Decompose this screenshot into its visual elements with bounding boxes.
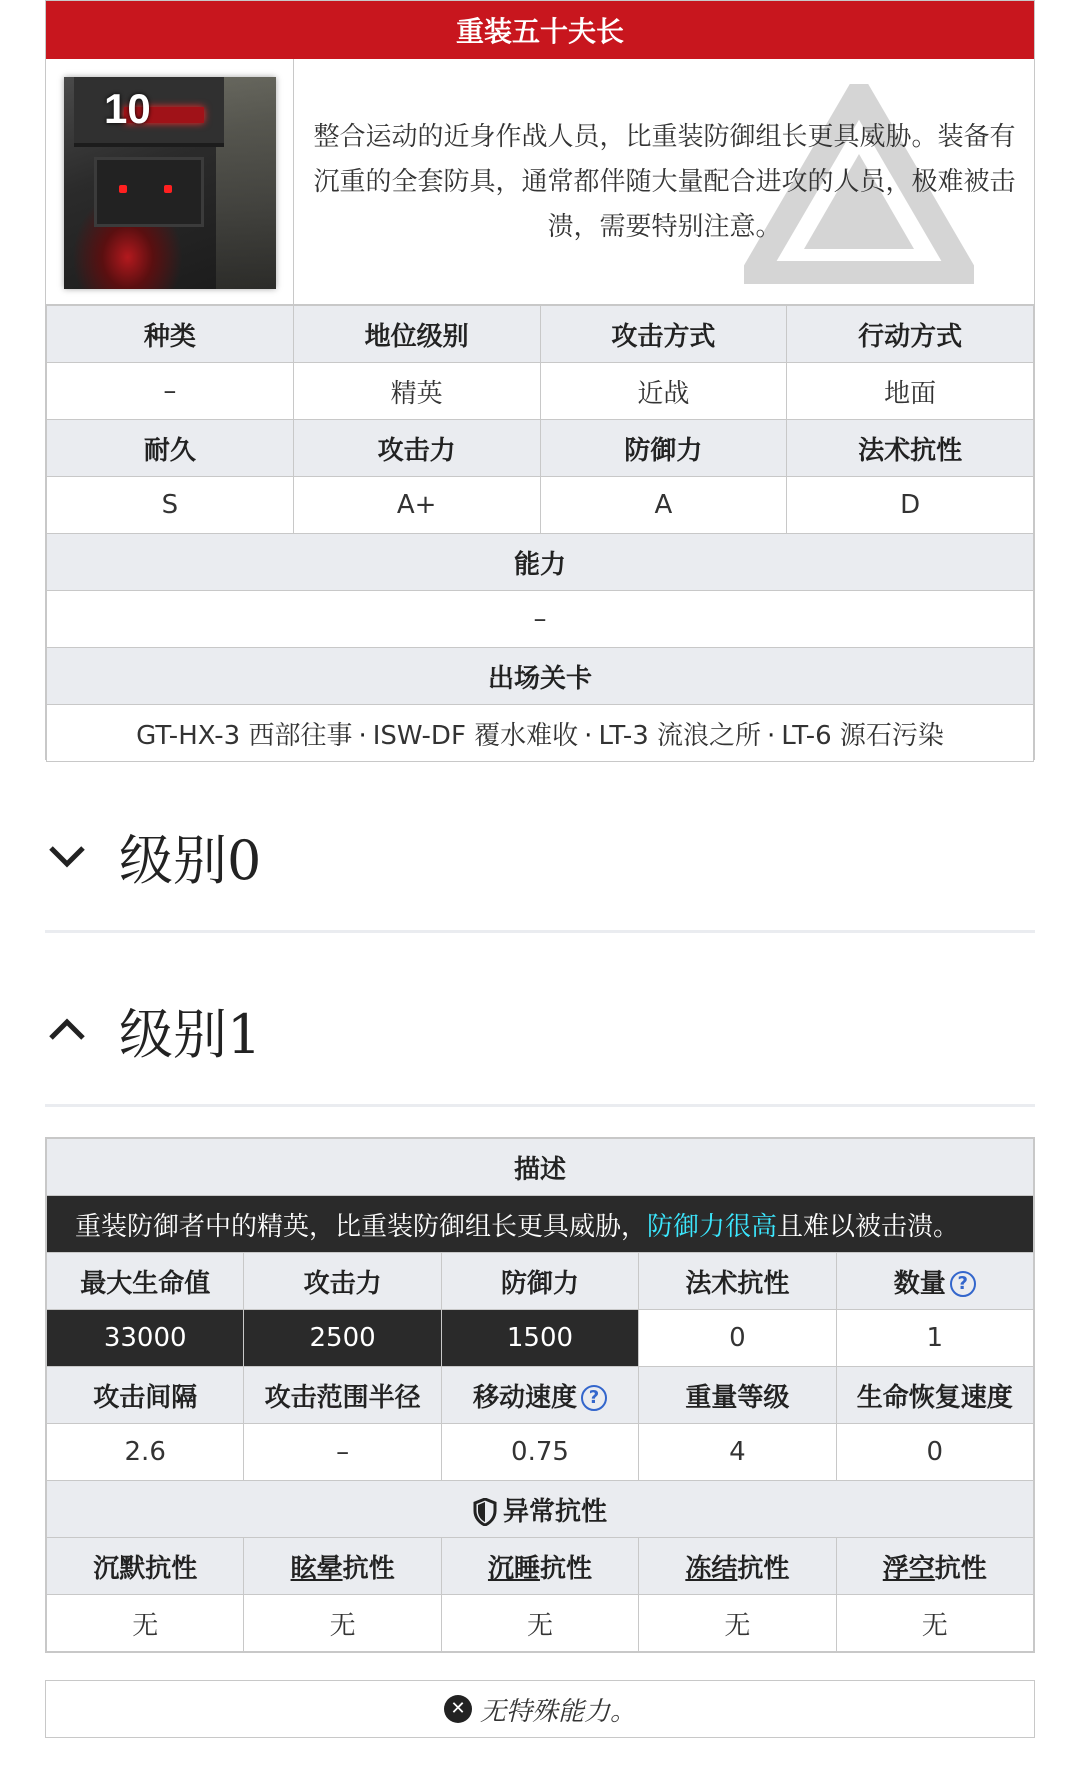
attr-value-row-2	[47, 477, 1034, 534]
enemy-portrait[interactable]	[64, 77, 276, 289]
stats-header-row-2	[47, 1367, 1034, 1424]
stat-header-move-speed-label: 移动速度	[472, 1382, 577, 1413]
chevron-down-icon	[45, 834, 89, 878]
chevron-up-icon	[45, 1008, 89, 1052]
stage-link[interactable]: ISW-DF 覆水难收	[372, 720, 579, 751]
resist-type-row	[47, 1538, 1034, 1595]
resist-silence	[47, 1538, 244, 1595]
stage-link[interactable]: LT-6 源石污染	[781, 720, 944, 751]
stat-header-range: 攻击范围半径	[244, 1367, 441, 1424]
attr-value-type: –	[47, 363, 294, 420]
resist-value: 无	[639, 1595, 836, 1652]
section-level0-toggle[interactable]	[45, 806, 1035, 906]
attr-value-endurance: S	[47, 477, 294, 534]
desc-text: 且难以被击溃。	[777, 1211, 960, 1242]
resist-silence-label: 沉默抗性	[93, 1553, 198, 1584]
attr-value-attack-type: 近战	[540, 363, 787, 420]
resist-header-label: 异常抗性	[502, 1496, 607, 1527]
special-ability-note	[45, 1680, 1035, 1738]
enemy-info-card	[45, 0, 1035, 760]
stage-separator: ·	[358, 720, 367, 751]
level1-stats-card	[45, 1137, 1035, 1653]
stat-header-count	[836, 1253, 1033, 1310]
portrait-light	[119, 185, 127, 193]
stats-value-row-2	[47, 1424, 1034, 1481]
stat-header-hp-regen: 生命恢复速度	[836, 1367, 1033, 1424]
resist-suffix: 抗性	[934, 1553, 987, 1584]
section-level0-label: 级别0	[119, 828, 262, 892]
x-circle-icon: ✕	[444, 1695, 472, 1723]
attr-header-resistance: 法术抗性	[787, 420, 1034, 477]
stage-separator: ·	[767, 720, 776, 751]
attr-header-rank: 地位级别	[293, 306, 540, 363]
shield-icon	[473, 1498, 497, 1526]
portrait-background	[216, 77, 276, 289]
ability-header-row	[47, 534, 1034, 591]
enemy-intro-row	[46, 59, 1034, 305]
section-level1-toggle[interactable]	[45, 980, 1035, 1080]
stage-link[interactable]: LT-3 流浪之所	[598, 720, 762, 751]
enemy-description: 整合运动的近身作战人员，比重装防御组长更具威胁。装备有沉重的全套防具，通常都伴随大量配合进攻的人员，极难被击溃，需要特别注意。	[313, 121, 1016, 242]
resist-freeze-link[interactable]: 冻结	[685, 1553, 738, 1584]
resist-suffix: 抗性	[539, 1553, 592, 1584]
attr-header-attack-type: 攻击方式	[540, 306, 787, 363]
section-divider	[45, 1104, 1035, 1107]
stat-value-count: 1	[836, 1310, 1033, 1367]
attr-header-defense: 防御力	[540, 420, 787, 477]
resist-value: 无	[244, 1595, 441, 1652]
stages-list	[47, 705, 1034, 762]
resist-levitate-link[interactable]: 浮空	[882, 1553, 935, 1584]
stats-header-row-1	[47, 1253, 1034, 1310]
special-ability-text: 无特殊能力。	[479, 1696, 636, 1727]
portrait-armor-plate	[94, 157, 204, 227]
enemy-description-cell	[295, 59, 1034, 305]
desc-text: 重装防御者中的精英，比重装防御组长更具威胁，	[75, 1211, 648, 1242]
stat-value-range: –	[244, 1424, 441, 1481]
portrait-light	[164, 185, 172, 193]
stat-value-atk: 2500	[244, 1310, 441, 1367]
stage-link[interactable]: GT-HX-3 西部往事	[136, 720, 353, 751]
resist-stun-link[interactable]: 眩晕	[290, 1553, 343, 1584]
help-icon[interactable]: ?	[581, 1385, 607, 1411]
level1-stats-table	[46, 1138, 1034, 1652]
stat-header-atk: 攻击力	[244, 1253, 441, 1310]
attr-value-rank: 精英	[293, 363, 540, 420]
stat-header-def: 防御力	[441, 1253, 638, 1310]
attr-value-row-1	[47, 363, 1034, 420]
portrait-cell	[46, 59, 294, 305]
attr-value-attack: A+	[293, 477, 540, 534]
stage-separator: ·	[584, 720, 593, 751]
attr-value-resistance: D	[787, 477, 1034, 534]
stages-row	[47, 705, 1034, 762]
enemy-level-badge: 10	[104, 85, 151, 132]
attr-header-row-1	[47, 306, 1034, 363]
stat-value-move-speed: 0.75	[441, 1424, 638, 1481]
resist-header	[47, 1481, 1034, 1538]
stat-value-hp-regen: 0	[836, 1424, 1033, 1481]
enemy-attributes-table	[46, 305, 1034, 762]
enemy-name-title: 重装五十夫长	[46, 1, 1034, 59]
resist-value: 无	[441, 1595, 638, 1652]
resist-stun	[244, 1538, 441, 1595]
desc-row	[47, 1196, 1034, 1253]
stages-header: 出场关卡	[47, 648, 1034, 705]
section-divider	[45, 930, 1035, 933]
desc-highlight: 防御力很高	[647, 1211, 778, 1242]
attr-header-attack: 攻击力	[293, 420, 540, 477]
stat-value-res: 0	[639, 1310, 836, 1367]
ability-header: 能力	[47, 534, 1034, 591]
resist-freeze	[639, 1538, 836, 1595]
stat-value-weight: 4	[639, 1424, 836, 1481]
help-icon[interactable]: ?	[950, 1271, 976, 1297]
attr-value-defense: A	[540, 477, 787, 534]
stat-value-def: 1500	[441, 1310, 638, 1367]
desc-header-row	[47, 1139, 1034, 1196]
attr-header-motion: 行动方式	[787, 306, 1034, 363]
stat-header-res: 法术抗性	[639, 1253, 836, 1310]
stat-value-atk-interval: 2.6	[47, 1424, 244, 1481]
section-level1-label: 级别1	[119, 1002, 262, 1066]
ability-value-row	[47, 591, 1034, 648]
resist-value: 无	[47, 1595, 244, 1652]
stat-header-count-label: 数量	[893, 1268, 946, 1299]
attr-value-motion: 地面	[787, 363, 1034, 420]
resist-suffix: 抗性	[342, 1553, 395, 1584]
stat-value-max-hp: 33000	[47, 1310, 244, 1367]
resist-sleep-link[interactable]: 沉睡	[487, 1553, 540, 1584]
resist-value-row	[47, 1595, 1034, 1652]
desc-header: 描述	[47, 1139, 1034, 1196]
resist-suffix: 抗性	[737, 1553, 790, 1584]
stats-value-row-1	[47, 1310, 1034, 1367]
stat-header-atk-interval: 攻击间隔	[47, 1367, 244, 1424]
attr-header-type: 种类	[47, 306, 294, 363]
resist-header-row	[47, 1481, 1034, 1538]
level1-description	[47, 1196, 1034, 1253]
resist-levitate	[836, 1538, 1033, 1595]
stat-header-move-speed	[441, 1367, 638, 1424]
resist-sleep	[441, 1538, 638, 1595]
stat-header-weight: 重量等级	[639, 1367, 836, 1424]
attr-header-endurance: 耐久	[47, 420, 294, 477]
stages-header-row	[47, 648, 1034, 705]
ability-value: –	[47, 591, 1034, 648]
attr-header-row-2	[47, 420, 1034, 477]
resist-value: 无	[836, 1595, 1033, 1652]
stat-header-max-hp: 最大生命值	[47, 1253, 244, 1310]
